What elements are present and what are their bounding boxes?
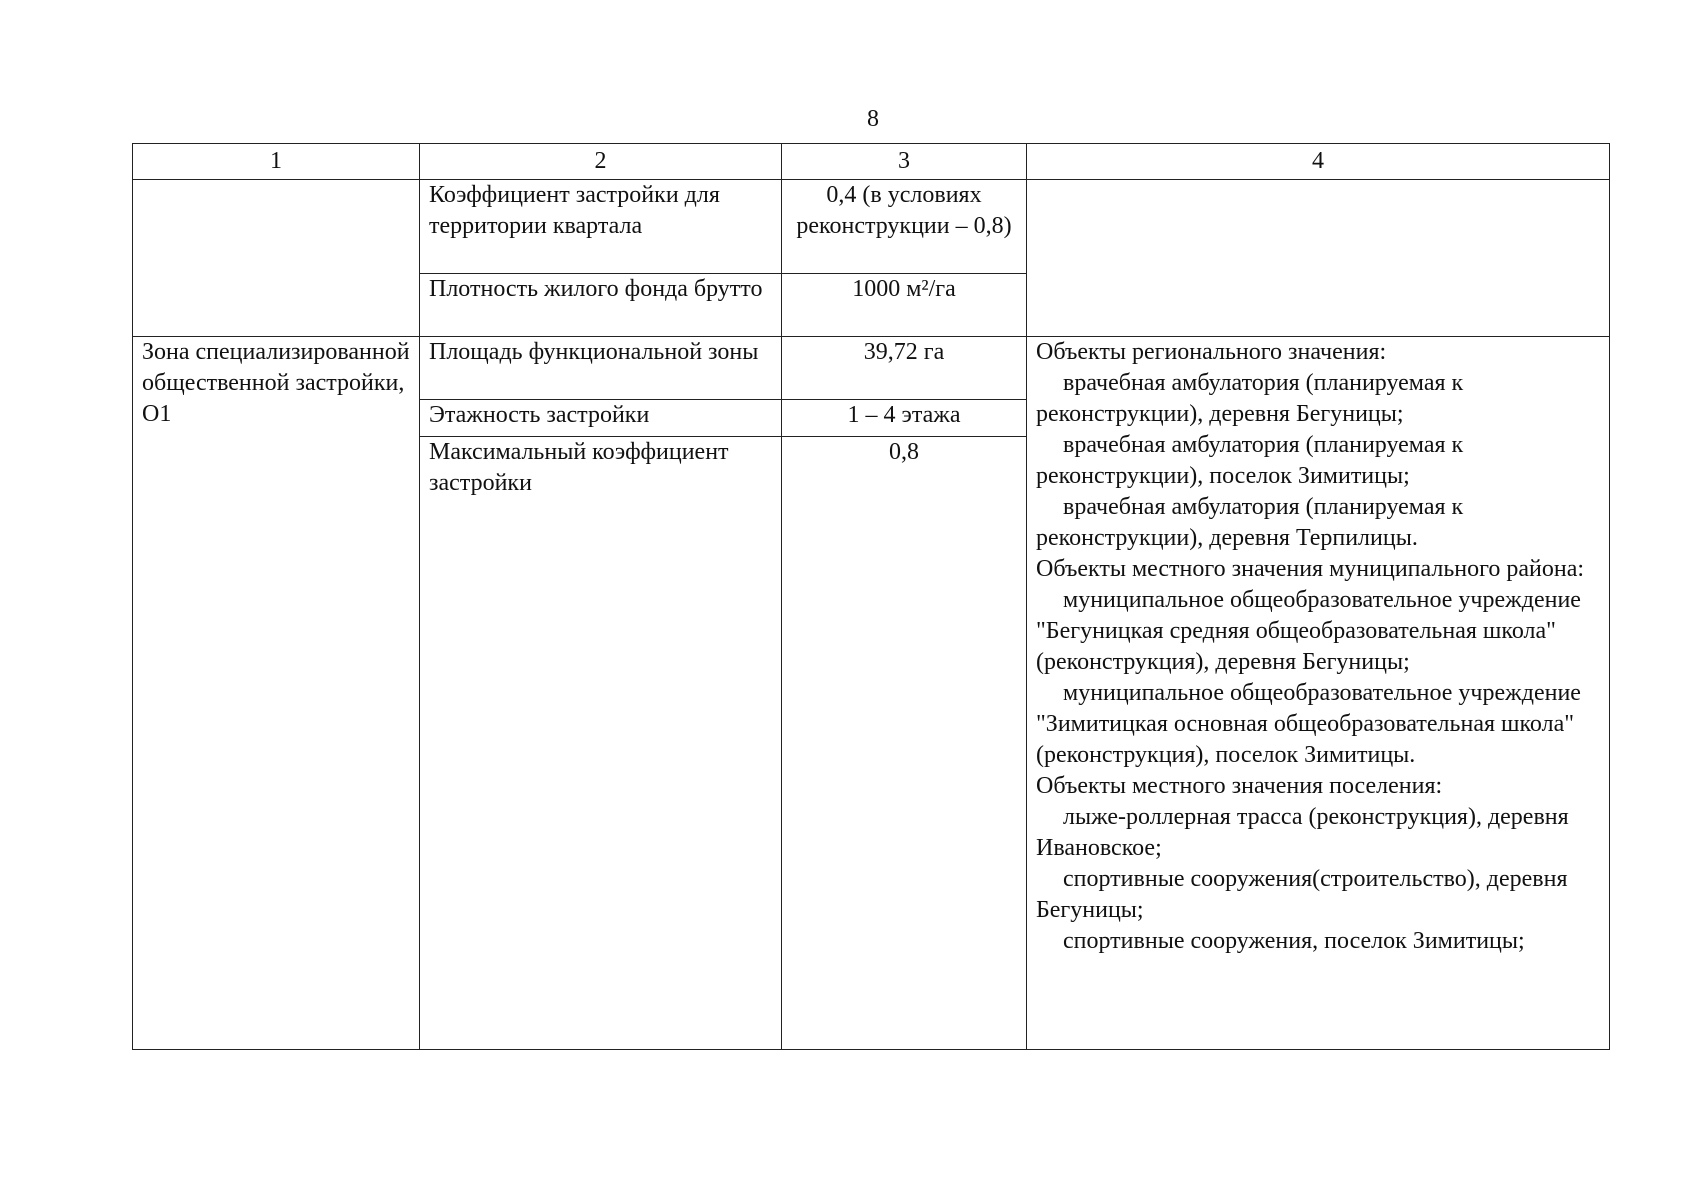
param-cell: Максимальный коэффициент застройки — [420, 437, 782, 1050]
list-item: врачебная амбулатория (планируемая к реконструкции), деревня Бегуницы; — [1036, 370, 1464, 427]
header-cell-1: 1 — [133, 144, 420, 180]
value-cell: 1000 м²/га — [782, 274, 1027, 337]
zone-cell-empty — [133, 180, 420, 337]
table-row — [133, 337, 1610, 400]
param-cell: Этажность застройки — [420, 400, 782, 437]
zoning-table — [132, 143, 1610, 1050]
header-row — [133, 144, 1610, 180]
list-item: муниципальное общеобразовательное учреждение "Зимитицкая основная общеобразовательная школа" (реконструкция), поселок Зимитицы. — [1036, 680, 1581, 768]
value-cell: 0,8 — [782, 437, 1027, 1050]
page-number: 8 — [867, 106, 879, 132]
value-cell: 1 – 4 этажа — [782, 400, 1027, 437]
table-row — [133, 180, 1610, 274]
header-cell-3: 3 — [782, 144, 1027, 180]
param-cell: Коэффициент застройки для территории квартала — [420, 180, 782, 274]
param-cell: Площадь функциональной зоны — [420, 337, 782, 400]
value-cell: 39,72 га — [782, 337, 1027, 400]
regional-objects-title: Объекты регионального значения: — [1036, 339, 1387, 365]
list-item: спортивные сооружения(строительство), деревня Бегуницы; — [1036, 866, 1568, 923]
list-item: спортивные сооружения, поселок Зимитицы; — [1063, 928, 1525, 954]
zone-name-cell: Зона специализированной общественной застройки, О1 — [133, 337, 420, 1050]
param-cell: Плотность жилого фонда брутто — [420, 274, 782, 337]
value-cell: 0,4 (в условиях реконструкции – 0,8) — [782, 180, 1027, 274]
objects-cell-empty — [1027, 180, 1610, 337]
list-item: муниципальное общеобразовательное учреждение "Бегуницкая средняя общеобразовательная школа" (реконструкция), деревня Бегуницы; — [1036, 587, 1581, 675]
header-cell-4: 4 — [1027, 144, 1610, 180]
header-cell-2: 2 — [420, 144, 782, 180]
settlement-objects-title: Объекты местного значения поселения: — [1036, 773, 1443, 799]
municipal-objects-title: Объекты местного значения муниципального района: — [1036, 556, 1585, 582]
list-item: врачебная амбулатория (планируемая к реконструкции), поселок Зимитицы; — [1036, 432, 1464, 489]
list-item: лыже-роллерная трасса (реконструкция), деревня Ивановское; — [1036, 804, 1569, 861]
list-item: врачебная амбулатория (планируемая к реконструкции), деревня Терпилицы. — [1036, 494, 1464, 551]
objects-cell — [1027, 337, 1610, 1050]
